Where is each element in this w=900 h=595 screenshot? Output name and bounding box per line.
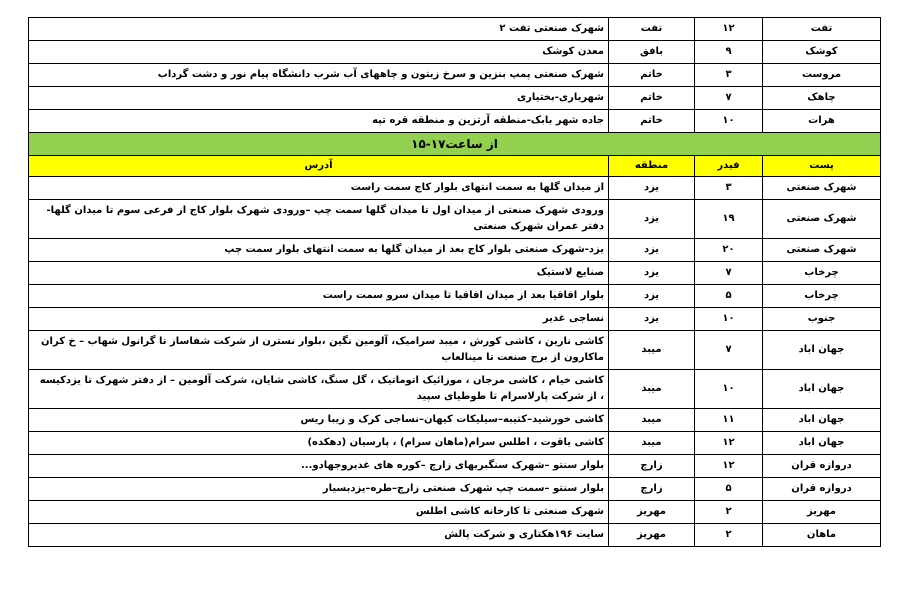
table-body-main [29,177,881,547]
cell-region: یزد [609,200,695,239]
cell-address: بلوار سنتو –شهرک سنگبریهای زارچ –کوره های غدیروجهادو... [29,455,609,478]
cell-address: شهرک صنعتی تفت ۲ [29,18,609,41]
cell-address: شهرک صنعتی پمپ بنزین و سرخ زیتون و چاههای آب شرب دانشگاه پیام نور و دشت گرداب [29,64,609,87]
table-row [29,87,881,110]
cell-feeder: ۱۰ [695,370,763,409]
table-row [29,501,881,524]
cell-region: یزد [609,262,695,285]
cell-region: مهریز [609,524,695,547]
table-row [29,239,881,262]
section-header-row [29,133,881,156]
section-title: از ساعت۱۷-۱۵ [29,133,881,156]
cell-feeder: ۷ [695,87,763,110]
table-row [29,110,881,133]
table-row [29,177,881,200]
cell-post: دروازه قران [763,455,881,478]
table-row [29,455,881,478]
cell-region: خاتم [609,64,695,87]
outage-schedule-table [28,17,881,547]
cell-post: جهان اباد [763,432,881,455]
cell-feeder: ۱۲ [695,18,763,41]
cell-address: صنایع لاستیک [29,262,609,285]
cell-post: مروست [763,64,881,87]
table-row [29,478,881,501]
table-row [29,285,881,308]
cell-feeder: ۱۲ [695,432,763,455]
cell-feeder: ۱۲ [695,455,763,478]
column-header-row [29,156,881,177]
cell-region: میبد [609,409,695,432]
cell-region: یزد [609,177,695,200]
cell-post: هرات [763,110,881,133]
table-row [29,370,881,409]
cell-region: تفت [609,18,695,41]
cell-feeder: ۱۰ [695,110,763,133]
cell-feeder: ۷ [695,262,763,285]
cell-address: یزد-شهرک صنعتی بلوار کاج بعد از میدان گلها به سمت انتهای بلوار سمت چپ [29,239,609,262]
cell-address: معدن کوشک [29,41,609,64]
cell-feeder: ۲۰ [695,239,763,262]
cell-region: یزد [609,239,695,262]
cell-feeder: ۳ [695,64,763,87]
cell-address: جاده شهر بابک-منطقه آرتزین و منطقه قره تپه [29,110,609,133]
cell-post: شهرک صنعتی [763,177,881,200]
table-row [29,41,881,64]
cell-feeder: ۹ [695,41,763,64]
cell-address: کاشی خیام ، کاشی مرجان ، موزائیک اتوماتیک ، گل سنگ، کاشی شایان، شرکت آلومین – از دفتر شهرک تا یزدکیسه ، از شرکت پارلاسرام تا طوطیای سپید [29,370,609,409]
cell-post: چاهک [763,87,881,110]
cell-post: جهان اباد [763,370,881,409]
cell-region: بافق [609,41,695,64]
cell-address: کاشی یاقوت ، اطلس سرام(ماهان سرام) ، پارسیان (دهکده) [29,432,609,455]
cell-address: بلوار سنتو –سمت چپ شهرک صنعتی زارچ–طره–یزدبسیار [29,478,609,501]
cell-post: ماهان [763,524,881,547]
cell-region: یزد [609,285,695,308]
table-row [29,331,881,370]
cell-post: کوشک [763,41,881,64]
table-body-top [29,18,881,133]
cell-region: زارچ [609,455,695,478]
header-address: آدرس [29,156,609,177]
table-row [29,409,881,432]
cell-address: کاشی نارین ، کاشی کورش ، میبد سرامیک، آلومین نگین ،بلوار نسترن از شرکت شفاساز تا گرانول شهاب – خ کران ماکارون از برج صنعت تا مینالعاب [29,331,609,370]
cell-feeder: ۳ [695,177,763,200]
table-row [29,18,881,41]
cell-feeder: ۱۱ [695,409,763,432]
header-region: منطقه [609,156,695,177]
cell-address: از میدان گلها به سمت انتهای بلوار کاج سمت راست [29,177,609,200]
table-row [29,64,881,87]
cell-address: بلوار اقاقیا بعد از میدان اقاقیا تا میدان سرو سمت راست [29,285,609,308]
cell-region: میبد [609,331,695,370]
cell-feeder: ۷ [695,331,763,370]
cell-feeder: ۲ [695,501,763,524]
cell-post: مهریز [763,501,881,524]
cell-post: چرخاب [763,285,881,308]
cell-region: میبد [609,370,695,409]
table-row [29,432,881,455]
table-row [29,308,881,331]
cell-address: نساجی غدیر [29,308,609,331]
cell-post: دروازه قران [763,478,881,501]
cell-post: تفت [763,18,881,41]
cell-address: ورودی شهرک صنعتی از میدان اول تا میدان گلها سمت چپ –ورودی شهرک بلوار کاج از فرعی سوم تا میدان گلها-دفتر عمران شهرک صنعتی [29,200,609,239]
cell-feeder: ۲ [695,524,763,547]
section-band [29,133,881,177]
cell-address: شهریاری-بختیاری [29,87,609,110]
cell-region: خاتم [609,87,695,110]
cell-address: شهرک صنعتی تا کارخانه کاشی اطلس [29,501,609,524]
table-row [29,524,881,547]
cell-post: جنوب [763,308,881,331]
cell-post: شهرک صنعتی [763,239,881,262]
cell-region: مهریز [609,501,695,524]
cell-address: سایت ۱۹۶هکتاری و شرکت پالش [29,524,609,547]
cell-post: جهان اباد [763,331,881,370]
cell-region: میبد [609,432,695,455]
header-post: پست [763,156,881,177]
header-feeder: فیدر [695,156,763,177]
cell-post: چرخاب [763,262,881,285]
cell-address: کاشی خورشید–کتیبه–سیلیکات کیهان–نساجی کرک و زیبا ریس [29,409,609,432]
table-row [29,200,881,239]
cell-feeder: ۵ [695,478,763,501]
cell-post: شهرک صنعتی [763,200,881,239]
cell-feeder: ۱۹ [695,200,763,239]
cell-feeder: ۱۰ [695,308,763,331]
cell-region: خاتم [609,110,695,133]
cell-post: جهان اباد [763,409,881,432]
table-row [29,262,881,285]
cell-feeder: ۵ [695,285,763,308]
cell-region: یزد [609,308,695,331]
cell-region: زارچ [609,478,695,501]
